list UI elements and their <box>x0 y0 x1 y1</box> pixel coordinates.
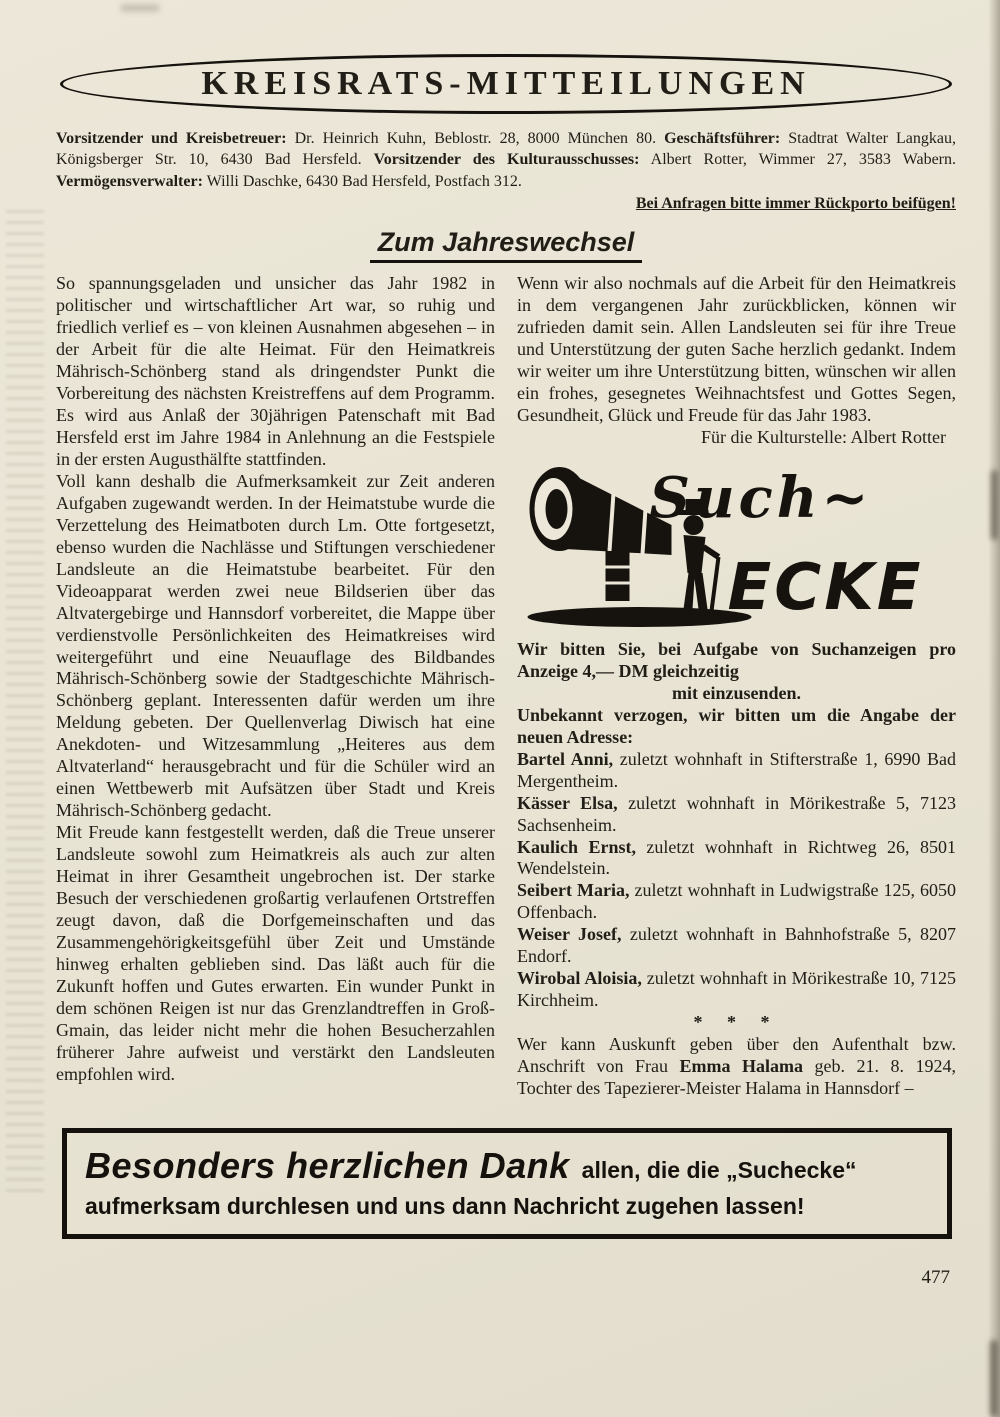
banner-text: allen, die die „Suchecke“ aufmerksam durchlesen und uns dann Nachricht zugehen lassen! <box>85 1156 857 1219</box>
inquiry-text: geb. 21. 8. 1924, Tochter des Tapezierer-Meister Halama in Hannsdorf – <box>517 1056 956 1098</box>
figure-body <box>684 535 706 573</box>
such-ecke-logo <box>517 459 956 631</box>
scan-artifact <box>991 470 998 540</box>
article-heading-text: Zum Jahreswechsel <box>370 227 643 263</box>
entry-name: Seibert Maria, <box>517 880 630 901</box>
walking-stick <box>712 557 719 611</box>
thanks-banner <box>62 1128 952 1239</box>
entry-name: Bartel Anni, <box>517 748 614 769</box>
return-postage-notice: Bei Anfragen bitte immer Rückporto beifügen! <box>635 195 956 213</box>
masthead-label: Geschäftsführer: <box>664 130 781 147</box>
right-column <box>517 273 956 1100</box>
masthead-value: Willi Daschke, 6430 Bad Hersfeld, Postfach 312. <box>202 172 522 190</box>
entry-detail: zuletzt wohnhaft in Ludwigstraße 125, 6050 Offenbach. <box>517 880 956 923</box>
fee-notice-centered-line: mit einzusenden. <box>671 682 801 703</box>
search-entry <box>517 749 956 793</box>
address-change-notice: Unbekannt verzogen, wir bitten um die Angabe der neuen Adresse: <box>517 704 956 747</box>
entry-name: Kaulich Ernst, <box>517 836 636 857</box>
article-columns <box>56 273 956 1100</box>
telescope-stand <box>606 551 630 601</box>
page-title: KREISRATS-MITTEILUNGEN <box>201 65 811 102</box>
masthead-title-oval <box>60 54 952 114</box>
fee-notice: Wir bitten Sie, bei Aufgabe von Suchanzeigen pro Anzeige 4,— DM gleichzeitig <box>517 638 956 681</box>
byline: Für die Kulturstelle: Albert Rotter <box>701 426 946 447</box>
figure-arm <box>704 547 719 557</box>
article-heading <box>56 227 956 263</box>
article-paragraph: Wenn wir also nochmals auf die Arbeit für den Heimatkreis in dem vergangenen Jahr zurückblicken, können wir zufrieden damit sein. Allen Landsleuten sei für ihre Treue und Unterstützung der guten Sache herzlich gedankt. Indem wir weiter um ihre Unterstützung bitten, wünschen wir allen ein frohes, gesegnetes Weihnachtsfest und Gottes Segen, Gesundheit, Glück und Freude für das Jahr 1983. <box>517 273 956 426</box>
scan-artifact <box>120 4 160 12</box>
entry-detail: zuletzt wohnhaft in Bahnhofstraße 5, 8207 Endorf. <box>517 924 956 967</box>
article-paragraph: So spannungsgeladen und unsicher das Jahr 1982 in politischer und wirtschaftlicher Art war, so ruhig und friedlich verlief es – von kleinen Ausnahmen abgesehen – in der Arbeit für die alte Heimat. Für den Heimatkreis Mährisch-Schönberg stand als dringendster Punkt die Vorbereitung des nächsten Kreistreffens auf dem Programm. Es wird aus Anlaß der 30jährigen Patenschaft mit Bad Hersfeld erst im Jahre 1984 in Anlehnung an die Festspiele in der ersten Augusthälfte stattfinden. <box>56 273 495 469</box>
inquiry-text: Wer kann Auskunft geben über den Aufenthalt bzw. Anschrift von Frau <box>517 1034 956 1077</box>
masthead-value: Stadtrat Walter Langkau, Königsberger Str. 10, 6430 Bad Hersfeld. <box>56 130 957 169</box>
search-entry <box>517 880 956 924</box>
search-entry <box>517 968 956 1012</box>
masthead-value: Dr. Heinrich Kuhn, Beblostr. 28, 8000 München 80. <box>286 130 665 147</box>
such-ecke-logo-graphic <box>517 459 956 631</box>
search-entry <box>517 837 956 881</box>
logo-word-such: Such~ <box>649 464 873 531</box>
masthead-label: Vorsitzender und Kreisbetreuer: <box>56 130 287 147</box>
scan-artifact <box>990 1340 998 1417</box>
entry-detail: zuletzt wohnhaft in Mörikestraße 5, 7123 Sachsenheim. <box>517 792 956 835</box>
telescope-lens <box>546 489 568 529</box>
figure-legs <box>684 573 708 609</box>
inquiry-paragraph <box>517 1034 956 1100</box>
logo-word-ecke: ECKE <box>727 550 924 625</box>
search-entry <box>517 924 956 968</box>
masthead-info <box>56 128 956 192</box>
ground-shape <box>528 607 752 627</box>
masthead-label: Vermögensverwalter: <box>56 172 203 190</box>
separator-stars: * * * <box>693 1012 780 1033</box>
article-paragraph: Mit Freude kann festgestellt werden, daß die Treue unserer Landsleute sowohl zum Heimatkreis als auch zur alten Heimat in ihrer Gesamtheit ungebrochen ist. Der starke Besuch der verschiedenen großartig verlaufenen Ortstreffen zeugt davon, daß die Dorfgemeinschaften und das Zusammengehörigkeitsgefühl über Zeit und Umstände hinweg erhalten geblieben sind. Das läßt auch für die Zukunft hoffen und Gutes erwarten. Ein wunder Punkt in dem schönen Reigen ist nur das Grenzlandtreffen in Groß-Gmain, das leider nicht mehr die hohen Besucherzahlen früherer Jahre aufweist und verstärkt den Landsleuten empfohlen wird. <box>56 822 495 1084</box>
masthead-value: Albert Rotter, Wimmer 27, 3583 Wabern. <box>639 151 957 169</box>
masthead-label: Vorsitzender des Kulturausschusses: <box>373 151 640 169</box>
entry-detail: zuletzt wohnhaft in Richtweg 26, 8501 Wendelstein. <box>517 836 956 879</box>
entry-name: Kässer Elsa, <box>517 792 618 813</box>
entry-detail: zuletzt wohnhaft in Stifterstraße 1, 6990 Bad Mergentheim. <box>517 748 956 791</box>
entry-detail: zuletzt wohnhaft in Mörikestraße 10, 7125 Kirchheim. <box>517 968 956 1011</box>
search-entry <box>517 793 956 837</box>
banner-headline: Besonders herzlichen Dank <box>85 1144 570 1186</box>
entry-name: Wirobal Aloisia, <box>517 968 642 989</box>
left-column <box>56 273 495 1100</box>
page-number: 477 <box>921 1267 950 1289</box>
entry-name: Weiser Josef, <box>517 924 622 945</box>
inquiry-person-name: Emma Halama <box>679 1056 803 1077</box>
article-paragraph: Voll kann deshalb die Aufmerksamkeit zur Zeit anderen Aufgaben zugewandt werden. In der Heimatstube wurde die Verzettelung des Heimatboten durch Lm. Otte fortgesetzt, ebenso wurden die Nachlässe und Stiftungen verschiedener Landsleute an die Heimatstube bearbeitet. Für den Videoapparat werden zwei neue Bildserien über das Altvatergebirge und Hannsdorf vorbereitet, die Mappe über verdienstvolle Persönlichkeiten des Heimatkreises wird weitergeführt und eine Neuauflage des Bildbandes Mährisch-Schönberg sowie der Stadtgeschichte Mährisch-Schönberg geplant. Interessenten dafür werden um ihre Meldung gebeten. Der Quellenverlag Diwisch hat eine Anekdoten- und Witzesammlung „Heiteres aus dem Altvaterland“ herausgebracht und für die Schüler wird an einen Wettbewerb mit Aufsätzen über Stadt und Kreis Mährisch-Schönberg gedacht. <box>56 470 495 821</box>
